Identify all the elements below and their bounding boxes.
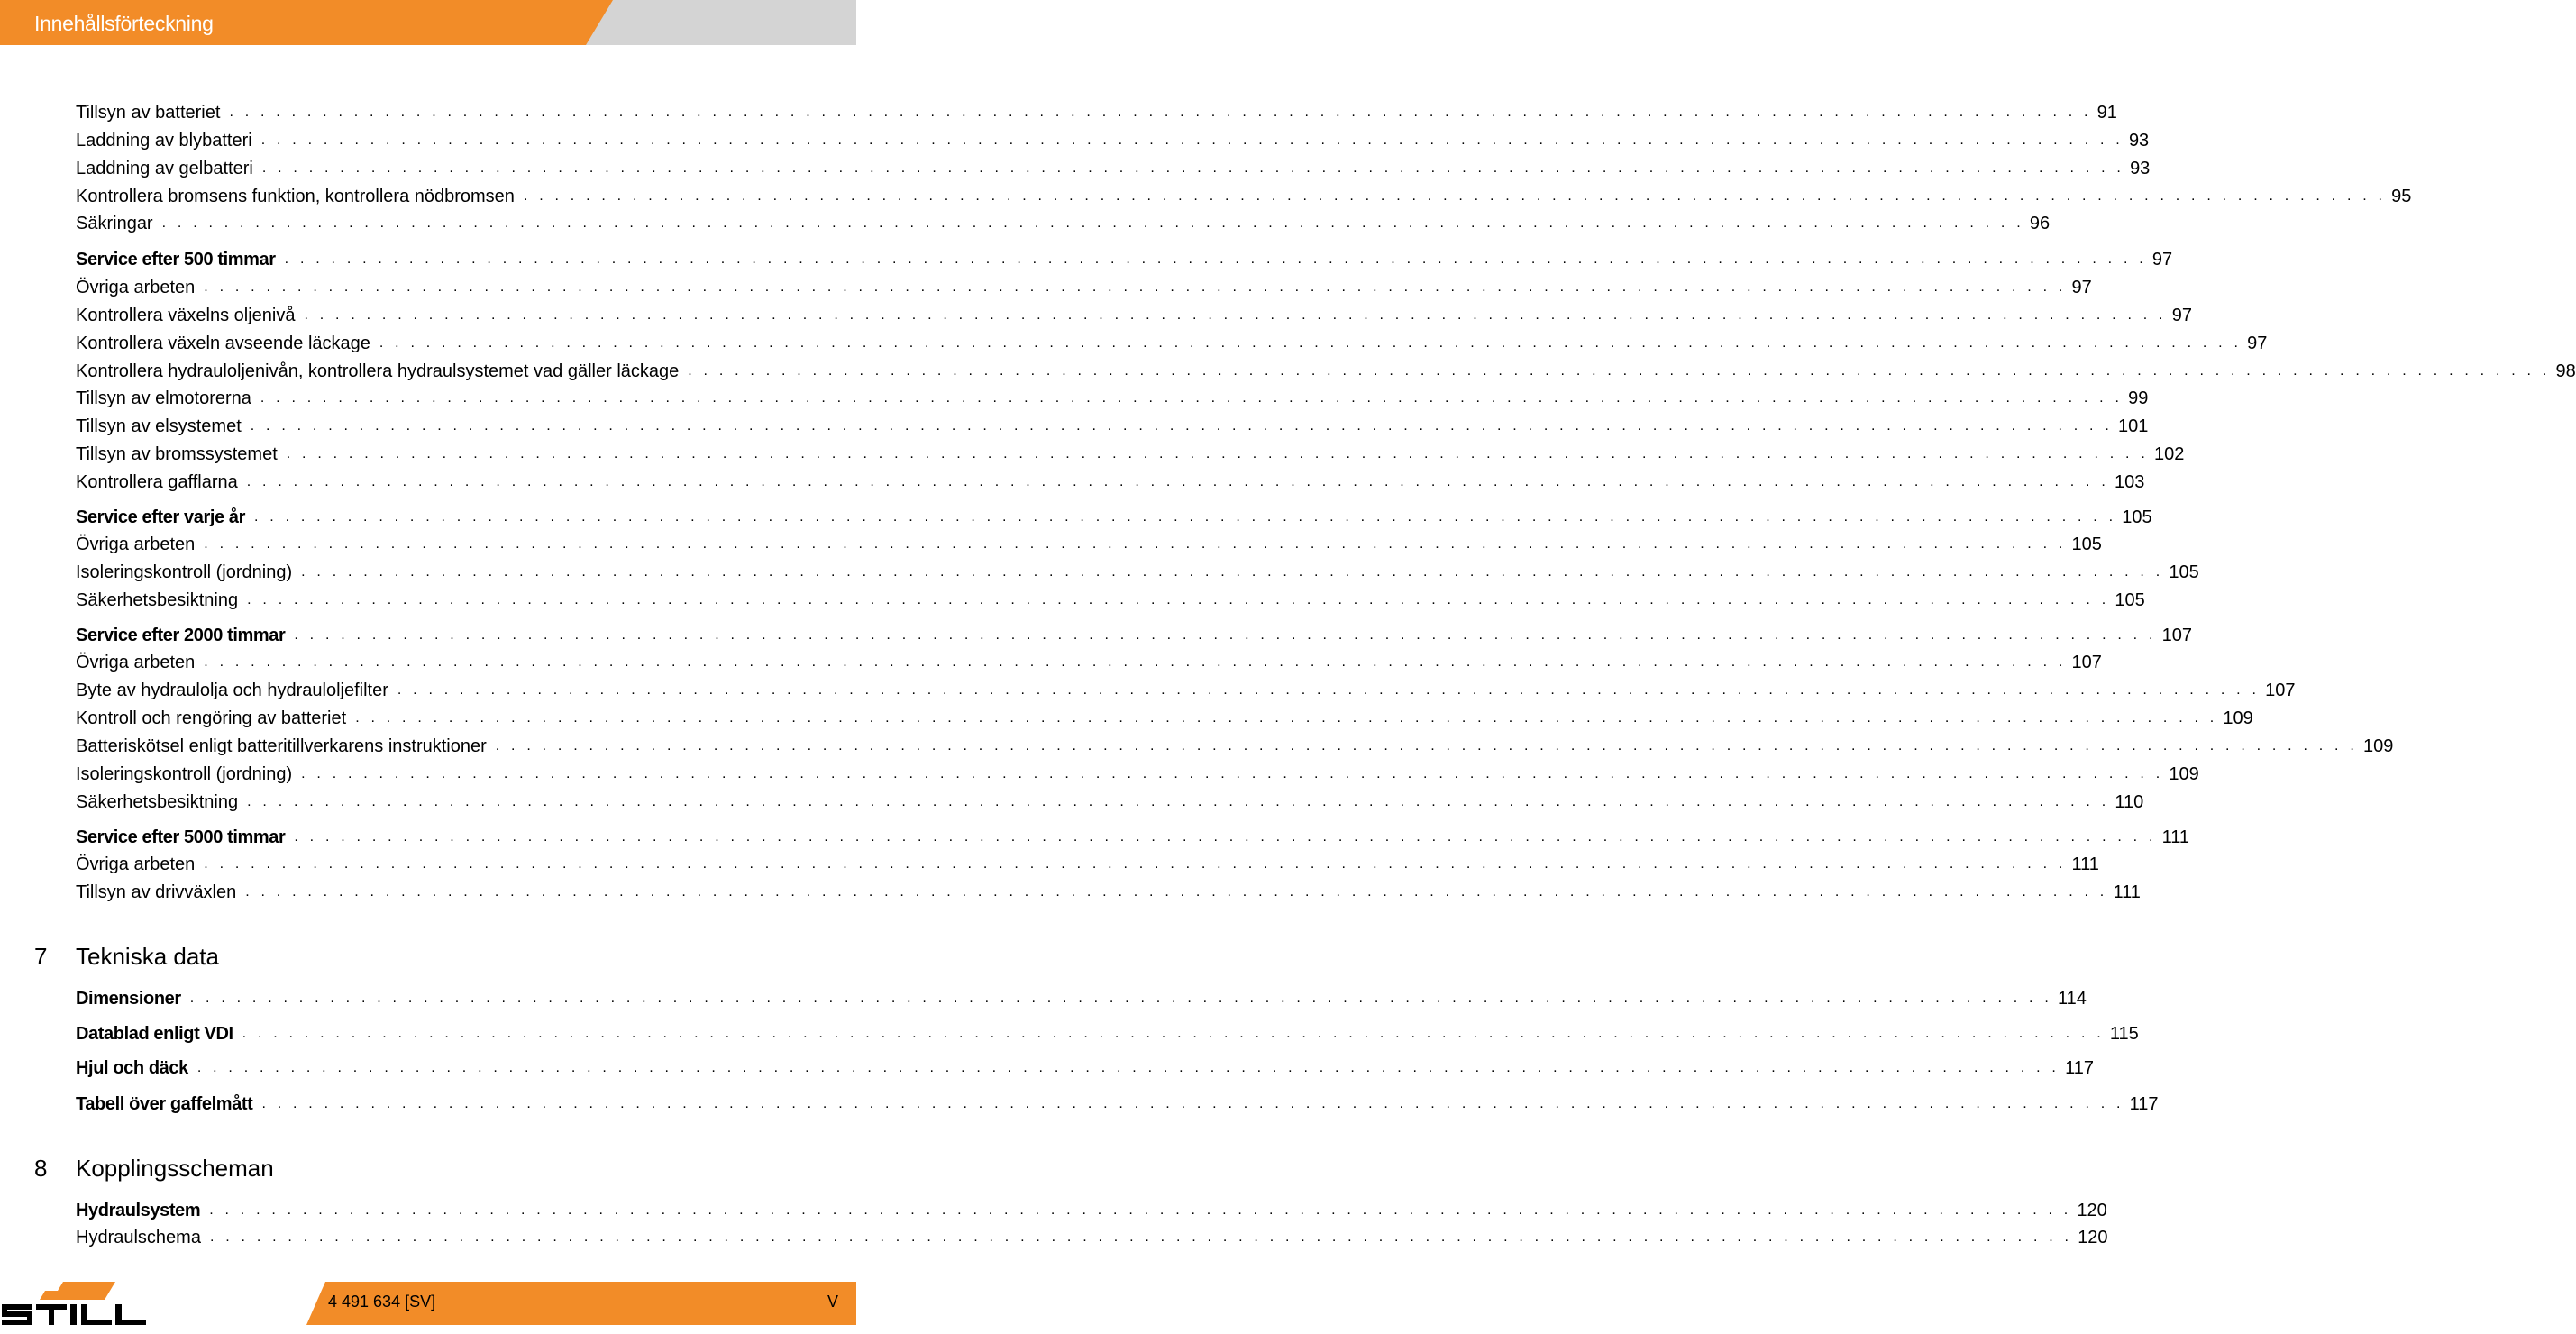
- dot-leader: . . . . . . . . . . . . . . . . . . . . . . . . . . . . . . . . . . . . . . . . . . . . . . . . . . . . . . . . . . . . . . . . . . . . . . . . . . . . . . . . . . . . . . . . . . . . . . . . . . . . . . . . . . . . . . . . . . . . . . . .: [286, 446, 2149, 461]
- page-title: Innehållsförteckning: [34, 12, 214, 35]
- toc-entry[interactable]: [76, 618, 2192, 646]
- toc-entry-title: Tabell över gaffelmått: [76, 1094, 253, 1114]
- toc-entry[interactable]: [76, 96, 2117, 123]
- toc-entry-title: Säkerhetsbesiktning: [76, 792, 239, 812]
- dot-leader: . . . . . . . . . . . . . . . . . . . . . . . . . . . . . . . . . . . . . . . . . . . . . . . . . . . . . . . . . . . . . . . . . . . . . . . . . . . . . . . . . . . . . . . . . . . . . . . . . . . . . . . . . . . . . . . . . . . . . . . .: [229, 105, 2092, 120]
- toc-entry[interactable]: [76, 465, 2145, 493]
- chapter-number: 7: [34, 943, 48, 970]
- toc-entry[interactable]: [76, 354, 2576, 382]
- toc-entry[interactable]: [76, 847, 2099, 875]
- dot-leader: . . . . . . . . . . . . . . . . . . . . . . . . . . . . . . . . . . . . . . . . . . . . . . . . . . . . . . . . . . . . . . . . . . . . . . . . . . . . . . . . . . . . . . . . . . . . . . . . . . . . . . . . . . . . . . . . . . . . . . . .: [304, 307, 2167, 323]
- toc-entry[interactable]: [76, 982, 2087, 1010]
- toc-entry-page: 97: [2171, 306, 2192, 325]
- toc-entry[interactable]: [76, 1017, 2139, 1045]
- toc-entry[interactable]: [76, 298, 2192, 326]
- chapter-title: Tekniska data: [76, 943, 219, 970]
- toc-entry-title: Laddning av gelbatteri: [76, 159, 253, 178]
- toc-entry-page: 103: [2114, 472, 2145, 492]
- toc-entry[interactable]: [76, 270, 2092, 298]
- dot-leader: . . . . . . . . . . . . . . . . . . . . . . . . . . . . . . . . . . . . . . . . . . . . . . . . . . . . . . . . . . . . . . . . . . . . . . . . . . . . . . . . . . . . . . . . . . . . . . . . . . . . . . . . . . . . . . . . . . . . . . . .: [260, 132, 2124, 148]
- toc-entry-title: Kontrollera gafflarna: [76, 472, 238, 492]
- toc-entry-page: 110: [2115, 792, 2144, 812]
- toc-entry-title: Service efter varje år: [76, 507, 246, 527]
- toc-entry-page: 98: [2555, 361, 2576, 381]
- toc-entry[interactable]: [76, 326, 2268, 354]
- toc-entry-title: Byte av hydraulolja och hydrauloljefilter: [76, 681, 388, 700]
- toc-entry-title: Säkringar: [76, 214, 153, 233]
- toc-entry-page: 107: [2071, 653, 2102, 672]
- toc-entry-title: Kontrollera bromsens funktion, kontrollera nödbromsen: [76, 187, 515, 206]
- toc-entry-page: 107: [2265, 681, 2296, 700]
- toc-entry-title: Tillsyn av elmotorerna: [76, 388, 251, 408]
- toc-entry-page: 111: [2113, 882, 2141, 902]
- dot-leader: . . . . . . . . . . . . . . . . . . . . . . . . . . . . . . . . . . . . . . . . . . . . . . . . . . . . . . . . . . . . . . . . . . . . . . . . . . . . . . . . . . . . . . . . . . . . . . . . . . . . . . . . . . . . . . . . . . . . . . . .: [254, 509, 2117, 525]
- chapter-heading[interactable]: [0, 941, 865, 972]
- toc-entry-page: 109: [2169, 764, 2199, 784]
- toc-entry-title: Dimensioner: [76, 989, 181, 1009]
- toc-entry-page: 114: [2057, 989, 2087, 1009]
- toc-entry-page: 93: [2128, 131, 2150, 151]
- toc-entry-page: 105: [2071, 535, 2102, 554]
- page-header: [0, 0, 856, 45]
- toc-entry[interactable]: [76, 673, 2296, 701]
- toc-entry-page: 105: [2169, 562, 2199, 582]
- dot-leader: . . . . . . . . . . . . . . . . . . . . . . . . . . . . . . . . . . . . . . . . . . . . . . . . . . . . . . . . . . . . . . . . . . . . . . . . . . . . . . . . . . . . . . . . . . . . . . . . . . . . . . . . . . . . . . . . . . . . . . . .: [209, 1229, 2073, 1245]
- toc-entry-title: Kontrollera hydrauloljenivån, kontrollera hydraulsystemet vad gäller läckage: [76, 361, 680, 381]
- toc-entry-page: 97: [2151, 250, 2173, 270]
- toc-entry-page: 111: [2161, 827, 2190, 847]
- toc-entry-title: Service efter 500 timmar: [76, 250, 276, 270]
- toc-entry-page: 97: [2071, 278, 2092, 297]
- toc-entry-title: Hydraulsystem: [76, 1201, 201, 1220]
- toc-entry-title: Tillsyn av elsystemet: [76, 416, 242, 436]
- toc-entry-page: 105: [2122, 507, 2152, 527]
- dot-leader: . . . . . . . . . . . . . . . . . . . . . . . . . . . . . . . . . . . . . . . . . . . . . . . . . . . . . . . . . . . . . . . . . . . . . . . . . . . . . . . . . . . . . . . . . . . . . . . . . . . . . . . . . . . . . . . . . . . . . . . .: [294, 829, 2157, 845]
- toc-entry[interactable]: [76, 1087, 2159, 1115]
- toc-entry[interactable]: [76, 1220, 2108, 1248]
- toc-entry[interactable]: [76, 179, 2412, 207]
- toc-entry[interactable]: [76, 583, 2145, 611]
- chapter-number: 8: [34, 1155, 48, 1182]
- toc-entry-page: 93: [2130, 159, 2151, 178]
- toc-entry[interactable]: [76, 820, 2190, 848]
- dot-leader: . . . . . . . . . . . . . . . . . . . . . . . . . . . . . . . . . . . . . . . . . . . . . . . . . . . . . . . . . . . . . . . . . . . . . . . . . . . . . . . . . . . . . . . . . . . . . . . . . . . . . . . . . . . . . . . . . . . . . . . .: [688, 363, 2551, 379]
- dot-leader: . . . . . . . . . . . . . . . . . . . . . . . . . . . . . . . . . . . . . . . . . . . . . . . . . . . . . . . . . . . . . . . . . . . . . . . . . . . . . . . . . . . . . . . . . . . . . . . . . . . . . . . . . . . . . . . . . . . . . . . .: [355, 710, 2218, 726]
- dot-leader: . . . . . . . . . . . . . . . . . . . . . . . . . . . . . . . . . . . . . . . . . . . . . . . . . . . . . . . . . . . . . . . . . . . . . . . . . . . . . . . . . . . . . . . . . . . . . . . . . . . . . . . . . . . . . . . . . . . . . . . .: [196, 1060, 2060, 1075]
- dot-leader: . . . . . . . . . . . . . . . . . . . . . . . . . . . . . . . . . . . . . . . . . . . . . . . . . . . . . . . . . . . . . . . . . . . . . . . . . . . . . . . . . . . . . . . . . . . . . . . . . . . . . . . . . . . . . . . . . . . . . . . .: [247, 794, 2110, 809]
- toc-entry-title: Övriga arbeten: [76, 653, 196, 672]
- dot-leader: . . . . . . . . . . . . . . . . . . . . . . . . . . . . . . . . . . . . . . . . . . . . . . . . . . . . . . . . . . . . . . . . . . . . . . . . . . . . . . . . . . . . . . . . . . . . . . . . . . . . . . . . . . . . . . . . . . . . . . . .: [209, 1202, 2072, 1218]
- toc-entry-page: 111: [2071, 854, 2099, 874]
- chapter-heading[interactable]: [0, 1153, 865, 1183]
- toc-entry-title: Övriga arbeten: [76, 278, 196, 297]
- footer-page-number: V: [827, 1293, 839, 1311]
- toc-entry-title: Tillsyn av drivväxlen: [76, 882, 237, 902]
- toc-entry[interactable]: [76, 123, 2150, 151]
- dot-leader: . . . . . . . . . . . . . . . . . . . . . . . . . . . . . . . . . . . . . . . . . . . . . . . . . . . . . . . . . . . . . . . . . . . . . . . . . . . . . . . . . . . . . . . . . . . . . . . . . . . . . . . . . . . . . . . . . . . . . . . .: [284, 251, 2147, 267]
- dot-leader: . . . . . . . . . . . . . . . . . . . . . . . . . . . . . . . . . . . . . . . . . . . . . . . . . . . . . . . . . . . . . . . . . . . . . . . . . . . . . . . . . . . . . . . . . . . . . . . . . . . . . . . . . . . . . . . . . . . . . . . .: [189, 991, 2052, 1006]
- toc-entry-title: Övriga arbeten: [76, 535, 196, 554]
- toc-entry-page: 99: [2128, 388, 2149, 408]
- dot-leader: . . . . . . . . . . . . . . . . . . . . . . . . . . . . . . . . . . . . . . . . . . . . . . . . . . . . . . . . . . . . . . . . . . . . . . . . . . . . . . . . . . . . . . . . . . . . . . . . . . . . . . . . . . . . . . . . . . . . . . . .: [294, 627, 2157, 643]
- dot-leader: . . . . . . . . . . . . . . . . . . . . . . . . . . . . . . . . . . . . . . . . . . . . . . . . . . . . . . . . . . . . . . . . . . . . . . . . . . . . . . . . . . . . . . . . . . . . . . . . . . . . . . . . . . . . . . . . . . . . . . . .: [379, 335, 2243, 351]
- dot-leader: . . . . . . . . . . . . . . . . . . . . . . . . . . . . . . . . . . . . . . . . . . . . . . . . . . . . . . . . . . . . . . . . . . . . . . . . . . . . . . . . . . . . . . . . . . . . . . . . . . . . . . . . . . . . . . . . . . . . . . . .: [495, 738, 2358, 754]
- dot-leader: . . . . . . . . . . . . . . . . . . . . . . . . . . . . . . . . . . . . . . . . . . . . . . . . . . . . . . . . . . . . . . . . . . . . . . . . . . . . . . . . . . . . . . . . . . . . . . . . . . . . . . . . . . . . . . . . . . . . . . . .: [260, 390, 2124, 406]
- toc-entry[interactable]: [76, 151, 2151, 179]
- dot-leader: . . . . . . . . . . . . . . . . . . . . . . . . . . . . . . . . . . . . . . . . . . . . . . . . . . . . . . . . . . . . . . . . . . . . . . . . . . . . . . . . . . . . . . . . . . . . . . . . . . . . . . . . . . . . . . . . . . . . . . . .: [250, 418, 2113, 434]
- footer-doc-number: 4 491 634 [SV]: [328, 1293, 436, 1311]
- toc-entry[interactable]: [76, 729, 2394, 757]
- toc-entry[interactable]: [76, 409, 2149, 437]
- toc-entry-page: 95: [2391, 187, 2412, 206]
- toc-entry-page: 109: [2363, 736, 2394, 756]
- toc-entry[interactable]: [76, 527, 2102, 555]
- toc-entry[interactable]: [76, 645, 2102, 673]
- chapter-title: Kopplingsscheman: [76, 1155, 274, 1182]
- toc-entry[interactable]: [76, 437, 2185, 465]
- toc-entry[interactable]: [76, 206, 2051, 234]
- dot-leader: . . . . . . . . . . . . . . . . . . . . . . . . . . . . . . . . . . . . . . . . . . . . . . . . . . . . . . . . . . . . . . . . . . . . . . . . . . . . . . . . . . . . . . . . . . . . . . . . . . . . . . . . . . . . . . . . . . . . . . . .: [261, 1096, 2124, 1111]
- dot-leader: . . . . . . . . . . . . . . . . . . . . . . . . . . . . . . . . . . . . . . . . . . . . . . . . . . . . . . . . . . . . . . . . . . . . . . . . . . . . . . . . . . . . . . . . . . . . . . . . . . . . . . . . . . . . . . . . . . . . . . . .: [161, 215, 2024, 231]
- toc-entry[interactable]: [76, 242, 2173, 270]
- toc-entry-page: 91: [2096, 103, 2117, 123]
- toc-entry-page: 117: [2065, 1058, 2094, 1078]
- toc-entry-title: Isoleringskontroll (jordning): [76, 562, 293, 582]
- dot-leader: . . . . . . . . . . . . . . . . . . . . . . . . . . . . . . . . . . . . . . . . . . . . . . . . . . . . . . . . . . . . . . . . . . . . . . . . . . . . . . . . . . . . . . . . . . . . . . . . . . . . . . . . . . . . . . . . . . . . . . . .: [523, 188, 2387, 204]
- toc-entry-title: Hjul och däck: [76, 1058, 188, 1078]
- dot-leader: . . . . . . . . . . . . . . . . . . . . . . . . . . . . . . . . . . . . . . . . . . . . . . . . . . . . . . . . . . . . . . . . . . . . . . . . . . . . . . . . . . . . . . . . . . . . . . . . . . . . . . . . . . . . . . . . . . . . . . . .: [242, 1026, 2105, 1041]
- toc-entry-page: 102: [2153, 444, 2185, 464]
- toc-entry-title: Kontrollera växeln avseende läckage: [76, 334, 370, 353]
- toc-entry-title: Isoleringskontroll (jordning): [76, 764, 293, 784]
- toc-entry[interactable]: [76, 500, 2152, 528]
- toc-entry[interactable]: [76, 381, 2149, 409]
- toc-entry-page: 96: [2029, 214, 2051, 233]
- toc-entry[interactable]: [76, 757, 2199, 785]
- toc-entry-title: Laddning av blybatteri: [76, 131, 252, 151]
- toc-entry-title: Service efter 2000 timmar: [76, 626, 286, 645]
- toc-entry-page: 101: [2117, 416, 2149, 436]
- toc-entry-page: 97: [2247, 334, 2268, 353]
- toc-entry-title: Säkerhetsbesiktning: [76, 590, 239, 610]
- toc-entry[interactable]: [76, 785, 2144, 813]
- toc-entry-page: 115: [2109, 1024, 2139, 1044]
- toc-entry[interactable]: [76, 1193, 2107, 1221]
- toc-entry-title: Batteriskötsel enligt batteritillverkarens instruktioner: [76, 736, 487, 756]
- still-logo: [0, 1280, 159, 1327]
- toc-entry-page: 120: [2078, 1228, 2108, 1247]
- toc-entry-title: Datablad enligt VDI: [76, 1024, 233, 1044]
- dot-leader: . . . . . . . . . . . . . . . . . . . . . . . . . . . . . . . . . . . . . . . . . . . . . . . . . . . . . . . . . . . . . . . . . . . . . . . . . . . . . . . . . . . . . . . . . . . . . . . . . . . . . . . . . . . . . . . . . . . . . . . .: [245, 884, 2108, 900]
- toc-entry-page: 120: [2077, 1201, 2107, 1220]
- dot-leader: . . . . . . . . . . . . . . . . . . . . . . . . . . . . . . . . . . . . . . . . . . . . . . . . . . . . . . . . . . . . . . . . . . . . . . . . . . . . . . . . . . . . . . . . . . . . . . . . . . . . . . . . . . . . . . . . . . . . . . . .: [261, 160, 2125, 176]
- dot-leader: . . . . . . . . . . . . . . . . . . . . . . . . . . . . . . . . . . . . . . . . . . . . . . . . . . . . . . . . . . . . . . . . . . . . . . . . . . . . . . . . . . . . . . . . . . . . . . . . . . . . . . . . . . . . . . . . . . . . . . . .: [301, 564, 2164, 580]
- dot-leader: . . . . . . . . . . . . . . . . . . . . . . . . . . . . . . . . . . . . . . . . . . . . . . . . . . . . . . . . . . . . . . . . . . . . . . . . . . . . . . . . . . . . . . . . . . . . . . . . . . . . . . . . . . . . . . . . . . . . . . . .: [204, 536, 2067, 552]
- toc-entry-title: Tillsyn av batteriet: [76, 103, 221, 123]
- toc-entry[interactable]: [76, 701, 2253, 729]
- dot-leader: . . . . . . . . . . . . . . . . . . . . . . . . . . . . . . . . . . . . . . . . . . . . . . . . . . . . . . . . . . . . . . . . . . . . . . . . . . . . . . . . . . . . . . . . . . . . . . . . . . . . . . . . . . . . . . . . . . . . . . . .: [204, 654, 2067, 670]
- dot-leader: . . . . . . . . . . . . . . . . . . . . . . . . . . . . . . . . . . . . . . . . . . . . . . . . . . . . . . . . . . . . . . . . . . . . . . . . . . . . . . . . . . . . . . . . . . . . . . . . . . . . . . . . . . . . . . . . . . . . . . . .: [301, 766, 2164, 781]
- toc-entry-page: 109: [2223, 708, 2253, 728]
- toc-entry-title: Övriga arbeten: [76, 854, 196, 874]
- dot-leader: . . . . . . . . . . . . . . . . . . . . . . . . . . . . . . . . . . . . . . . . . . . . . . . . . . . . . . . . . . . . . . . . . . . . . . . . . . . . . . . . . . . . . . . . . . . . . . . . . . . . . . . . . . . . . . . . . . . . . . . .: [246, 474, 2109, 489]
- toc-entry-title: Kontroll och rengöring av batteriet: [76, 708, 347, 728]
- dot-leader: . . . . . . . . . . . . . . . . . . . . . . . . . . . . . . . . . . . . . . . . . . . . . . . . . . . . . . . . . . . . . . . . . . . . . . . . . . . . . . . . . . . . . . . . . . . . . . . . . . . . . . . . . . . . . . . . . . . . . . . .: [204, 279, 2067, 295]
- toc-entry-page: 105: [2115, 590, 2145, 610]
- toc-entry-page: 107: [2161, 626, 2192, 645]
- dot-leader: . . . . . . . . . . . . . . . . . . . . . . . . . . . . . . . . . . . . . . . . . . . . . . . . . . . . . . . . . . . . . . . . . . . . . . . . . . . . . . . . . . . . . . . . . . . . . . . . . . . . . . . . . . . . . . . . . . . . . . . .: [397, 682, 2261, 698]
- dot-leader: . . . . . . . . . . . . . . . . . . . . . . . . . . . . . . . . . . . . . . . . . . . . . . . . . . . . . . . . . . . . . . . . . . . . . . . . . . . . . . . . . . . . . . . . . . . . . . . . . . . . . . . . . . . . . . . . . . . . . . . .: [204, 856, 2067, 872]
- toc-entry-title: Kontrollera växelns oljenivå: [76, 306, 296, 325]
- dot-leader: . . . . . . . . . . . . . . . . . . . . . . . . . . . . . . . . . . . . . . . . . . . . . . . . . . . . . . . . . . . . . . . . . . . . . . . . . . . . . . . . . . . . . . . . . . . . . . . . . . . . . . . . . . . . . . . . . . . . . . . .: [247, 592, 2110, 608]
- toc-entry-title: Hydraulschema: [76, 1228, 201, 1247]
- toc-entry[interactable]: [76, 1051, 2094, 1079]
- toc-entry-title: Tillsyn av bromssystemet: [76, 444, 278, 464]
- toc-entry[interactable]: [76, 875, 2141, 903]
- toc-entry[interactable]: [76, 555, 2199, 583]
- toc-entry-title: Service efter 5000 timmar: [76, 827, 286, 847]
- toc-entry-page: 117: [2129, 1094, 2159, 1114]
